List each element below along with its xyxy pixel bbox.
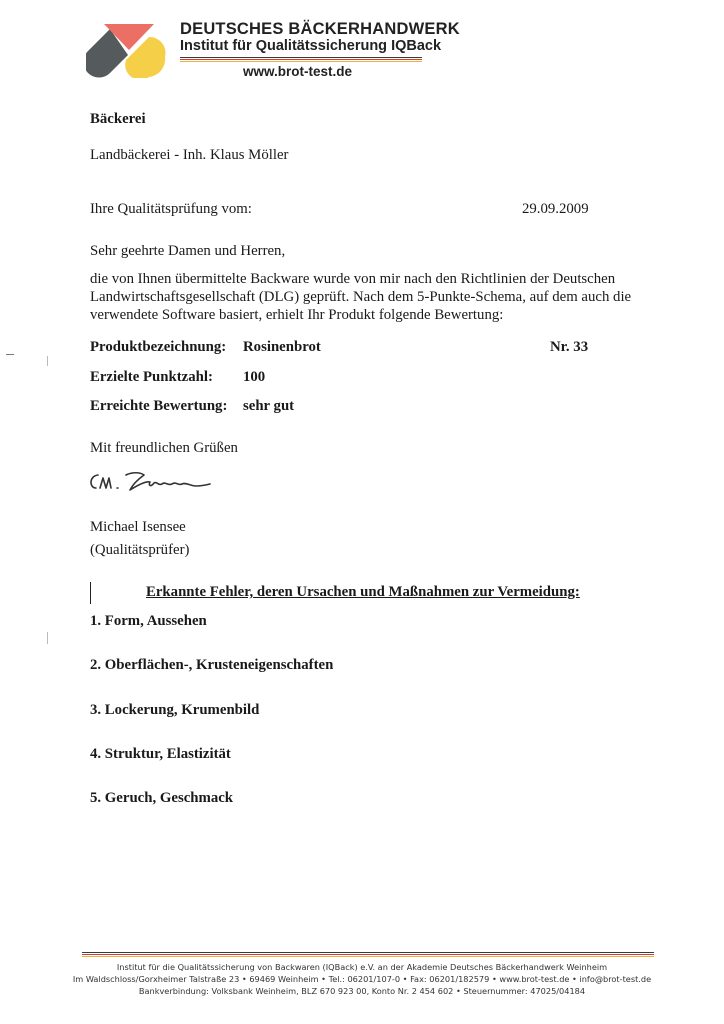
footer-line-2: Im Waldschloss/Gorxheimer Talstraße 23 • 69469 Weinheim • Tel.: 06201/107-0 • Fax: 06201/182579 • www.brot-test.de • info@brot-test.de [72, 974, 652, 984]
scan-mark [47, 356, 48, 366]
fault-item: 5. Geruch, Geschmack [90, 790, 234, 806]
footer-line-1: Institut für die Qualitätssicherung von Backwaren (IQBack) e.V. an der Akademie Deutsches Bäckerhandwerk Weinheim [116, 962, 608, 972]
footer-line-3: Bankverbindung: Volksbank Weinheim, BLZ 670 923 00, Konto Nr. 2 454 602 • Steuernummer: 47025/04184 [138, 986, 586, 996]
margin-mark [90, 582, 91, 604]
org-subtitle: Institut für Qualitätssicherung IQBack [180, 38, 442, 54]
header-rule [180, 57, 422, 61]
fault-item: 2. Oberflächen-, Krusteneigenschaften [90, 657, 334, 673]
letter-body: die von Ihnen übermittelte Backware wurde von mir nach den Richtlinien der Deutschen Landwirtschaftsgesellschaft (DLG) geprüft. Nach dem 5-Punkte-Schema, auf dem auch die verwendete Software basiert, erhielt Ihr Produkt folgende Bewertung: [90, 271, 632, 323]
bakery-heading: Bäckerei [90, 111, 146, 127]
product-number: Nr. 33 [550, 339, 589, 355]
faults-heading: Erkannte Fehler, deren Ursachen und Maßnahmen zur Vermeidung: [146, 584, 580, 600]
scan-mark [6, 354, 14, 355]
footer-rule [82, 952, 654, 956]
signatory-name: Michael Isensee [90, 519, 186, 535]
rating-label: Erreichte Bewertung: [90, 398, 228, 414]
org-title: DEUTSCHES BÄCKERHANDWERK [180, 20, 460, 38]
iqback-logo [86, 20, 174, 78]
fault-item: 1. Form, Aussehen [90, 613, 207, 629]
inspection-date: 29.09.2009 [522, 201, 589, 217]
points-value: 100 [243, 369, 266, 385]
rating-value: sehr gut [243, 398, 295, 414]
salutation: Sehr geehrte Damen und Herren, [90, 243, 286, 259]
bakery-name: Landbäckerei - Inh. Klaus Möller [90, 147, 289, 163]
fault-item: 4. Struktur, Elastizität [90, 746, 231, 762]
fault-item: 3. Lockerung, Krumenbild [90, 702, 260, 718]
inspection-label: Ihre Qualitätsprüfung vom: [90, 201, 252, 217]
signature [86, 466, 216, 498]
scan-mark [47, 632, 48, 644]
signatory-role: (Qualitätsprüfer) [90, 542, 190, 558]
product-value: Rosinenbrot [243, 339, 321, 355]
product-label: Produktbezeichnung: [90, 339, 227, 355]
closing-greeting: Mit freundlichen Grüßen [90, 440, 238, 456]
org-url: www.brot-test.de [243, 64, 353, 79]
points-label: Erzielte Punktzahl: [90, 369, 213, 385]
